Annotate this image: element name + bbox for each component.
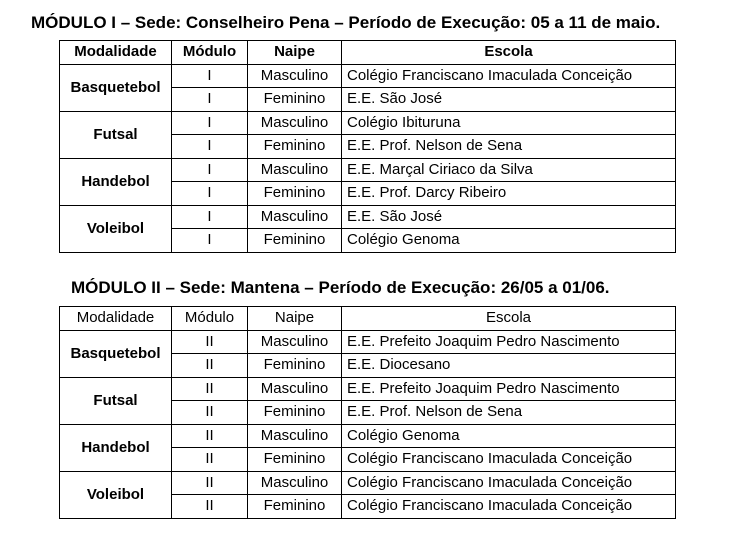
modulo-cell: II bbox=[172, 448, 248, 472]
modulo-cell: I bbox=[172, 229, 248, 253]
header-row bbox=[60, 41, 676, 65]
module-2-title: MÓDULO II – Sede: Mantena – Período de Execução: 26/05 a 01/06. bbox=[71, 278, 610, 297]
module-1-table bbox=[59, 40, 676, 253]
table-row bbox=[60, 330, 676, 354]
escola-cell: E.E. Marçal Ciriaco da Silva bbox=[342, 158, 676, 182]
escola-cell: Colégio Franciscano Imaculada Conceição bbox=[342, 64, 676, 88]
naipe-cell: Masculino bbox=[248, 471, 342, 495]
table-row bbox=[60, 377, 676, 401]
modulo-cell: I bbox=[172, 182, 248, 206]
modalidade-cell: Handebol bbox=[60, 424, 172, 471]
modalidade-cell: Voleibol bbox=[60, 471, 172, 518]
escola-cell: Colégio Ibituruna bbox=[342, 111, 676, 135]
header-modalidade: Modalidade bbox=[60, 307, 172, 331]
naipe-cell: Masculino bbox=[248, 424, 342, 448]
table-row bbox=[60, 471, 676, 495]
modulo-cell: II bbox=[172, 354, 248, 378]
modulo-cell: I bbox=[172, 158, 248, 182]
modulo-cell: I bbox=[172, 64, 248, 88]
escola-cell: Colégio Genoma bbox=[342, 424, 676, 448]
escola-cell: E.E. Prefeito Joaquim Pedro Nascimento bbox=[342, 330, 676, 354]
header-modulo: Módulo bbox=[172, 41, 248, 65]
modulo-cell: I bbox=[172, 135, 248, 159]
escola-cell: E.E. Prof. Nelson de Sena bbox=[342, 135, 676, 159]
header-row bbox=[60, 307, 676, 331]
modulo-cell: II bbox=[172, 330, 248, 354]
modulo-cell: II bbox=[172, 424, 248, 448]
modulo-cell: I bbox=[172, 88, 248, 112]
header-naipe: Naipe bbox=[248, 307, 342, 331]
naipe-cell: Masculino bbox=[248, 377, 342, 401]
naipe-cell: Feminino bbox=[248, 229, 342, 253]
modalidade-cell: Voleibol bbox=[60, 205, 172, 252]
table-row bbox=[60, 424, 676, 448]
escola-cell: E.E. São José bbox=[342, 205, 676, 229]
header-escola: Escola bbox=[342, 41, 676, 65]
modulo-cell: I bbox=[172, 111, 248, 135]
escola-cell: Colégio Franciscano Imaculada Conceição bbox=[342, 495, 676, 519]
escola-cell: E.E. Prof. Darcy Ribeiro bbox=[342, 182, 676, 206]
naipe-cell: Feminino bbox=[248, 354, 342, 378]
modulo-cell: II bbox=[172, 471, 248, 495]
table-row bbox=[60, 205, 676, 229]
naipe-cell: Feminino bbox=[248, 401, 342, 425]
naipe-cell: Feminino bbox=[248, 135, 342, 159]
module-1-title: MÓDULO I – Sede: Conselheiro Pena – Período de Execução: 05 a 11 de maio. bbox=[31, 13, 661, 32]
escola-cell: E.E. São José bbox=[342, 88, 676, 112]
modulo-cell: II bbox=[172, 377, 248, 401]
header-escola: Escola bbox=[342, 307, 676, 331]
header-modulo: Módulo bbox=[172, 307, 248, 331]
header-naipe: Naipe bbox=[248, 41, 342, 65]
header-modalidade: Modalidade bbox=[60, 41, 172, 65]
naipe-cell: Masculino bbox=[248, 111, 342, 135]
modulo-cell: I bbox=[172, 205, 248, 229]
escola-cell: E.E. Diocesano bbox=[342, 354, 676, 378]
escola-cell: Colégio Franciscano Imaculada Conceição bbox=[342, 448, 676, 472]
naipe-cell: Masculino bbox=[248, 330, 342, 354]
modalidade-cell: Basquetebol bbox=[60, 330, 172, 377]
modulo-cell: II bbox=[172, 401, 248, 425]
escola-cell: Colégio Franciscano Imaculada Conceição bbox=[342, 471, 676, 495]
naipe-cell: Masculino bbox=[248, 205, 342, 229]
table-row bbox=[60, 158, 676, 182]
module-2-table bbox=[59, 306, 676, 519]
table-row bbox=[60, 111, 676, 135]
modalidade-cell: Futsal bbox=[60, 111, 172, 158]
escola-cell: E.E. Prefeito Joaquim Pedro Nascimento bbox=[342, 377, 676, 401]
escola-cell: Colégio Genoma bbox=[342, 229, 676, 253]
modalidade-cell: Basquetebol bbox=[60, 64, 172, 111]
escola-cell: E.E. Prof. Nelson de Sena bbox=[342, 401, 676, 425]
naipe-cell: Feminino bbox=[248, 495, 342, 519]
naipe-cell: Feminino bbox=[248, 88, 342, 112]
naipe-cell: Feminino bbox=[248, 448, 342, 472]
naipe-cell: Feminino bbox=[248, 182, 342, 206]
modulo-cell: II bbox=[172, 495, 248, 519]
naipe-cell: Masculino bbox=[248, 64, 342, 88]
modalidade-cell: Futsal bbox=[60, 377, 172, 424]
table-row bbox=[60, 64, 676, 88]
naipe-cell: Masculino bbox=[248, 158, 342, 182]
modalidade-cell: Handebol bbox=[60, 158, 172, 205]
